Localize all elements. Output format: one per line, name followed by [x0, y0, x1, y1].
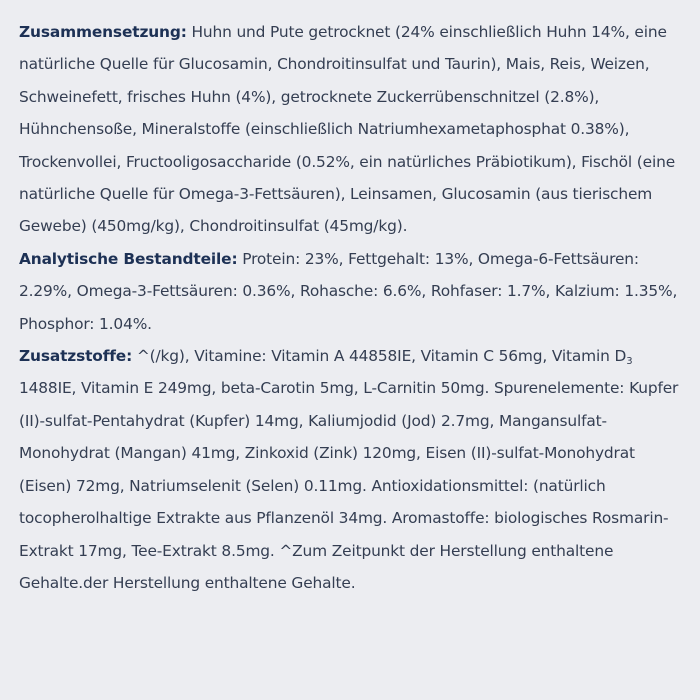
- analytical-label: Analytische Bestandteile:: [19, 249, 238, 268]
- composition-text: Huhn und Pute getrocknet (24% einschließlich Huhn 14%, eine natürliche Quelle für Glucosamin, Chondroitinsulfat und Taurin), Mais, Reis, Weizen, Schweinefett, frisches Huhn (4%), getrocknete Zuckerrübenschnitzel (2.8%), Hühnchensoße, Mineralstoffe (einschließlich Natriumhexametaphosphat 0.38%), Trockenvollei, Fructooligosaccharide (0.52%, ein natürliches Präbiotikum), Fischöl (eine natürliche Quelle für Omega-3-Fettsäuren), Leinsamen, Glucosamin (aus tierischem Gewebe) (450mg/kg), Chondroitinsulfat (45mg/kg).: [19, 23, 676, 236]
- vitamin-d-subscript: 3: [626, 356, 633, 368]
- additives-text-after: 1488IE, Vitamin E 249mg, beta-Carotin 5mg, L-Carnitin 50mg. Spurenelemente: Kupfer (II)-sulfat-Pentahydrat (Kupfer) 14mg, Kaliumjodid (Jod) 2.7mg, Mangansulfat-Monohydrat (Mangan) 41mg, Zinkoxid (Zink) 120mg, Eisen (II)-sulfat-Monohydrat (Eisen) 72mg, Natriumselenit (Selen) 0.11mg. Antioxidationsmittel: (natürlich tocopherolhaltige Extrakte aus Pflanzenöl 34mg. Aromastoffe: biologisches Rosmarin-Extrakt 17mg, Tee-Extrakt 8.5mg. ^Zum Zeitpunkt der Herstellung enthaltene Gehalte.der Herstellung enthaltene Gehalte.: [19, 379, 679, 592]
- additives-label: Zusatzstoffe:: [19, 347, 133, 366]
- composition-section: [19, 16, 686, 243]
- additives-text-before: ^(/kg), Vitamine: Vitamin A 44858IE, Vitamin C 56mg, Vitamin D: [132, 347, 627, 366]
- analytical-section: [19, 243, 686, 340]
- composition-label: Zusammensetzung:: [19, 23, 187, 41]
- additives-section: [19, 340, 686, 599]
- analytical-text: Protein: 23%, Fettgehalt: 13%, Omega-6-Fettsäuren: 2.29%, Omega-3-Fettsäuren: 0.36%, Rohasche: 6.6%, Rohfaser: 1.7%, Kalzium: 1.35%, Phosphor: 1.04%.: [19, 249, 678, 333]
